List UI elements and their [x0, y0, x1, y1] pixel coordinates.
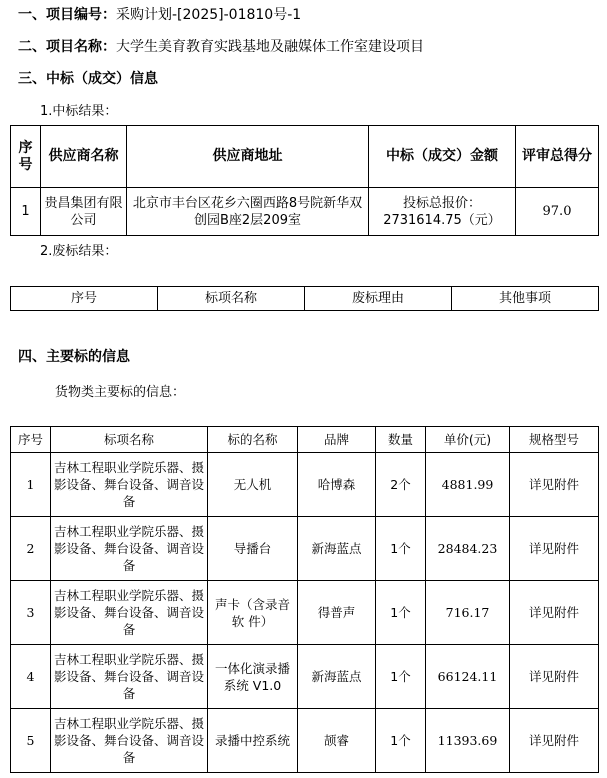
award-subtitle: 1.中标结果： — [40, 104, 118, 119]
header-cell: 序号 — [11, 126, 41, 188]
goods-table — [10, 426, 599, 773]
header-cell: 标的名称 — [208, 427, 298, 453]
row-number: 4 — [11, 645, 51, 709]
item-name: 一体化演录播系统 V1.0 — [208, 645, 298, 709]
row-number: 1 — [11, 453, 51, 517]
row-number: 5 — [11, 709, 51, 773]
item-name: 无人机 — [208, 453, 298, 517]
item-name: 声卡（含录音软 件） — [208, 581, 298, 645]
award-amount: 投标总报价：2731614.75（元） — [369, 188, 516, 236]
header-cell: 数量 — [376, 427, 426, 453]
goods-header-row — [11, 427, 599, 453]
supplier-name: 贵昌集团有限公司 — [41, 188, 127, 236]
brand: 哈博森 — [298, 453, 376, 517]
header-cell: 中标（成交）金额 — [369, 126, 516, 188]
table-row — [11, 453, 599, 517]
item-name: 录播中控系统 — [208, 709, 298, 773]
row-number: 2 — [11, 517, 51, 581]
header-cell: 标项名称 — [158, 287, 305, 311]
header-cell: 单价(元) — [426, 427, 510, 453]
header-cell: 序号 — [11, 427, 51, 453]
unit-price: 716.17 — [426, 581, 510, 645]
project-number: 采购计划-[2025]-01810号-1 — [116, 7, 302, 23]
abandon-table — [10, 286, 599, 311]
brand: 新海蓝点 — [298, 517, 376, 581]
header-cell: 供应商名称 — [41, 126, 127, 188]
table-row — [11, 581, 599, 645]
lot-name: 吉林工程职业学院乐器、摄影设备、舞台设备、调音设备 — [51, 645, 208, 709]
table-row — [11, 517, 599, 581]
goods-subtitle: 货物类主要标的信息： — [55, 385, 186, 400]
table-row — [11, 645, 599, 709]
section-label: 一、项目编号： — [18, 7, 116, 23]
lot-name: 吉林工程职业学院乐器、摄影设备、舞台设备、调音设备 — [51, 453, 208, 517]
unit-price: 28484.23 — [426, 517, 510, 581]
supplier-address: 北京市丰台区花乡六圈西路8号院新华双创园B座2层209室 — [127, 188, 369, 236]
spec: 详见附件 — [510, 517, 599, 581]
header-cell: 规格型号 — [510, 427, 599, 453]
spec: 详见附件 — [510, 709, 599, 773]
spec: 详见附件 — [510, 645, 599, 709]
section-award-title: 三、中标（成交）信息 — [18, 71, 158, 87]
quantity: 1个 — [376, 709, 426, 773]
brand: 得普声 — [298, 581, 376, 645]
item-name: 导播台 — [208, 517, 298, 581]
section-project-name — [18, 36, 424, 56]
award-row — [11, 188, 599, 236]
section-goods-title: 四、主要标的信息 — [18, 349, 130, 365]
abandon-header-row — [11, 287, 599, 311]
quantity: 1个 — [376, 517, 426, 581]
row-number: 3 — [11, 581, 51, 645]
quantity: 1个 — [376, 581, 426, 645]
header-cell: 序号 — [11, 287, 158, 311]
spec: 详见附件 — [510, 581, 599, 645]
unit-price: 66124.11 — [426, 645, 510, 709]
spec: 详见附件 — [510, 453, 599, 517]
quantity: 2个 — [376, 453, 426, 517]
table-row — [11, 709, 599, 773]
brand: 新海蓝点 — [298, 645, 376, 709]
unit-price: 11393.69 — [426, 709, 510, 773]
lot-name: 吉林工程职业学院乐器、摄影设备、舞台设备、调音设备 — [51, 581, 208, 645]
section-label: 二、项目名称： — [18, 39, 116, 55]
header-cell: 评审总得分 — [516, 126, 599, 188]
brand: 颉睿 — [298, 709, 376, 773]
project-name: 大学生美育教育实践基地及融媒体工作室建设项目 — [116, 39, 424, 55]
header-cell: 品牌 — [298, 427, 376, 453]
row-number: 1 — [11, 188, 41, 236]
lot-name: 吉林工程职业学院乐器、摄影设备、舞台设备、调音设备 — [51, 709, 208, 773]
award-header-row — [11, 126, 599, 188]
unit-price: 4881.99 — [426, 453, 510, 517]
lot-name: 吉林工程职业学院乐器、摄影设备、舞台设备、调音设备 — [51, 517, 208, 581]
abandon-subtitle: 2.废标结果： — [40, 244, 118, 259]
header-cell: 其他事项 — [452, 287, 599, 311]
quantity: 1个 — [376, 645, 426, 709]
header-cell: 供应商地址 — [127, 126, 369, 188]
section-project-number — [18, 4, 301, 24]
header-cell: 标项名称 — [51, 427, 208, 453]
award-table — [10, 125, 599, 236]
score: 97.0 — [516, 188, 599, 236]
header-cell: 废标理由 — [305, 287, 452, 311]
